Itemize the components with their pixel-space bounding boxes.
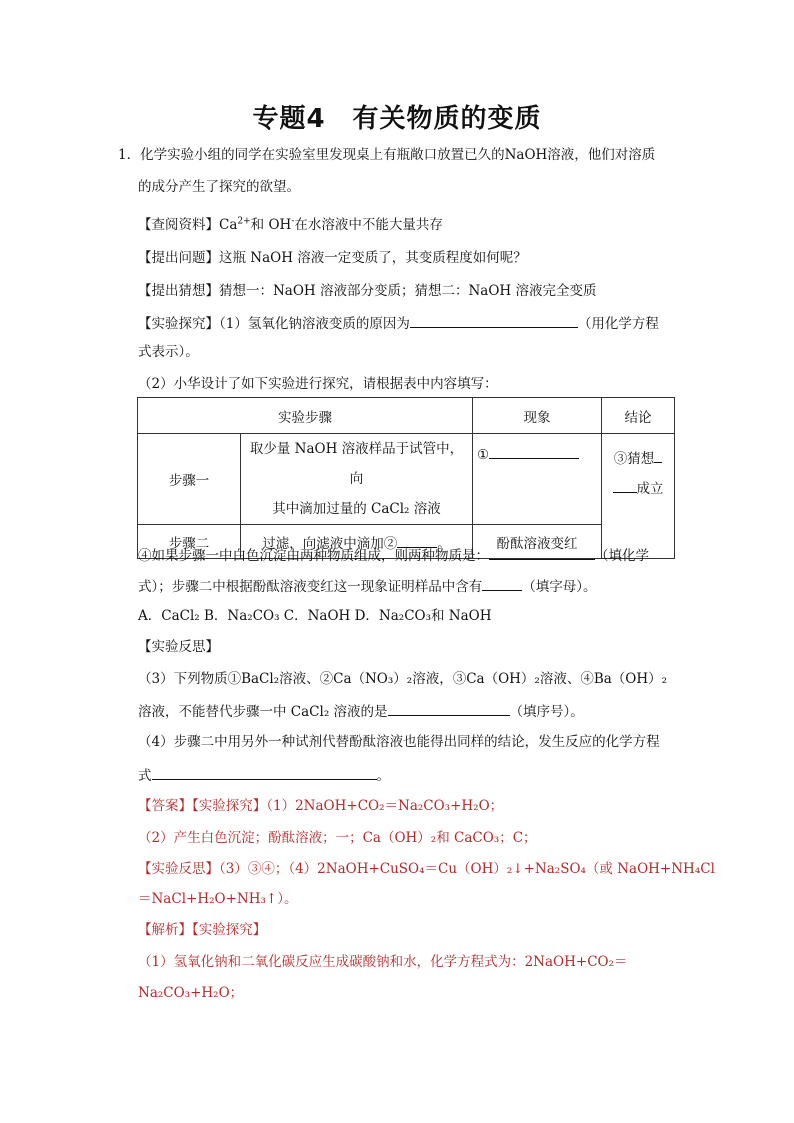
step-2-label: 步骤二 bbox=[138, 525, 241, 559]
part-4b-period: 。 bbox=[376, 768, 390, 784]
answer-reflect-tag: 【实验反思】 bbox=[138, 861, 219, 877]
part-4b-line-2 bbox=[138, 765, 390, 785]
equation-blank[interactable] bbox=[152, 765, 377, 780]
answer-text-3: （3）③④；（4）2NaOH+CuSO₄＝Cu（OH）₂↓+Na₂SO₄（或 NaOH+NH₄Cl bbox=[219, 861, 715, 877]
options-line: A．CaCl₂ B．Na₂CO₃ C．NaOH D．Na₂CO₃和 NaOH bbox=[138, 608, 492, 624]
explore-line bbox=[138, 313, 659, 333]
circle-1: ① bbox=[477, 447, 490, 463]
answer-line-4: ＝NaCl+H₂O+NH₃↑）。 bbox=[138, 891, 298, 907]
part-3-line-1: （3）下列物质①BaCl₂溶液、②Ca（NO₃）₂溶液，③Ca（OH）₂溶液、④Ba（OH）₂ bbox=[138, 671, 668, 687]
part-2-text: （2）小华设计了如下实验进行探究，请根据表中内容填写： bbox=[138, 376, 498, 392]
ion-ca: Ca bbox=[219, 217, 238, 233]
answer-text-1: （1）2NaOH+CO₂＝Na₂CO₃+H₂O； bbox=[266, 798, 504, 814]
explore-text: 【实验探究】（1）氢氧化钠溶液变质的原因为 bbox=[138, 316, 410, 332]
answer-blank[interactable] bbox=[410, 313, 578, 328]
ion-oh: 和 OH bbox=[250, 217, 292, 233]
info-line bbox=[138, 216, 443, 234]
phenomenon-blank[interactable] bbox=[489, 444, 579, 459]
answer-line-1 bbox=[138, 797, 503, 815]
step-1-operation bbox=[241, 434, 473, 525]
answer-line-2: （2）产生白色沉淀；酚酞溶液；一；Ca（OH）₂和 CaCO₃；C； bbox=[138, 830, 537, 846]
question-text: 化学实验小组的同学在实验室里发现桌上有瓶敞口放置已久的NaOH溶液，他们对溶质 bbox=[140, 147, 656, 163]
question-1-line-1 bbox=[118, 146, 655, 164]
part-3-text-end: （填序号）。 bbox=[509, 704, 584, 720]
conclusion-blank-1[interactable] bbox=[654, 448, 662, 463]
conclusion-line-1 bbox=[606, 444, 670, 474]
part-4-line-1 bbox=[138, 545, 649, 565]
part-3-line-2 bbox=[138, 701, 584, 721]
explore-text-end: （用化学方程 bbox=[577, 316, 659, 332]
header-conclusion: 结论 bbox=[602, 398, 675, 434]
part-4b-text: 式 bbox=[138, 768, 152, 784]
part-4-text-2: 式）；步骤二中根据酚酞溶液变红这一现象证明样品中含有 bbox=[138, 579, 483, 595]
step-1-label: 步骤一 bbox=[138, 434, 241, 525]
question-1-line-2: 的成分产生了探究的欲望。 bbox=[138, 179, 300, 195]
info-text: 在水溶液中不能大量共存 bbox=[294, 217, 443, 233]
guess-line: 【提出猜想】猜想一：NaOH 溶液部分变质；猜想二：NaOH 溶液完全变质 bbox=[138, 283, 597, 299]
conclusion-blank-2[interactable] bbox=[613, 478, 637, 493]
part-3-text: 溶液，不能替代步骤一中 CaCl₂ 溶液的是 bbox=[138, 704, 388, 720]
experiment-table bbox=[137, 397, 675, 559]
step-1-operation-line-1: 取少量 NaOH 溶液样品于试管中，向 bbox=[249, 441, 464, 487]
question-line: 【提出问题】这瓶 NaOH 溶液一定变质了，其变质程度如何呢？ bbox=[138, 250, 527, 266]
conclusion-text: ③猜想 bbox=[613, 451, 655, 467]
sequence-blank[interactable] bbox=[388, 701, 510, 716]
question-number: 1． bbox=[118, 147, 141, 163]
part-4-text-2-end: （填字母）。 bbox=[522, 579, 597, 595]
conclusion-text-end: 成立 bbox=[636, 481, 664, 497]
info-tag: 【查阅资料】 bbox=[138, 217, 219, 233]
part-4-text-end: （填化学 bbox=[595, 548, 649, 564]
analysis-heading: 【解析】【实验探究】 bbox=[138, 922, 267, 938]
explore-line-2: 式表示）。 bbox=[138, 344, 199, 360]
step-1-phenomenon bbox=[473, 434, 602, 525]
analysis-line-1: （1）氢氧化钠和二氧化碳反应生成碳酸钠和水，化学方程式为：2NaOH+CO₂＝ bbox=[138, 954, 628, 970]
part-4-text: ④如果步骤一中白色沉淀由两种物质组成，则两种物质是： bbox=[138, 548, 489, 564]
substances-blank[interactable] bbox=[489, 545, 595, 560]
header-steps: 实验步骤 bbox=[138, 398, 473, 434]
answer-line-3 bbox=[138, 860, 715, 878]
ion-ca-charge: 2+ bbox=[237, 216, 251, 227]
conclusion-cell bbox=[602, 434, 675, 559]
step-2-phenomenon: 酚酞溶液变红 bbox=[473, 525, 602, 559]
part-4b-line-1: （4）步骤二中用另外一种试剂代替酚酞溶液也能得出同样的结论，发生反应的化学方程 bbox=[138, 734, 660, 750]
reflect-heading: 【实验反思】 bbox=[138, 639, 219, 655]
step-1-operation-line-2: 其中滴加过量的 CaCl₂ 溶液 bbox=[272, 501, 441, 517]
table-row bbox=[138, 434, 675, 525]
conclusion-line-2 bbox=[606, 474, 670, 504]
header-phenomenon: 现象 bbox=[473, 398, 602, 434]
step-2-operation-text: 过滤，向滤液中滴加② bbox=[262, 535, 398, 552]
answer-tag: 【答案】【实验探究】 bbox=[138, 798, 267, 814]
table-header-row bbox=[138, 398, 675, 434]
letter-blank[interactable] bbox=[482, 576, 522, 591]
page-title: 专题4 有关物质的变质 bbox=[252, 104, 542, 134]
analysis-line-2: Na₂CO₃+H₂O； bbox=[138, 985, 244, 1001]
step-2-period: 。 bbox=[437, 535, 451, 552]
ion-oh-charge: - bbox=[291, 216, 295, 227]
part-4-line-2 bbox=[138, 576, 597, 596]
